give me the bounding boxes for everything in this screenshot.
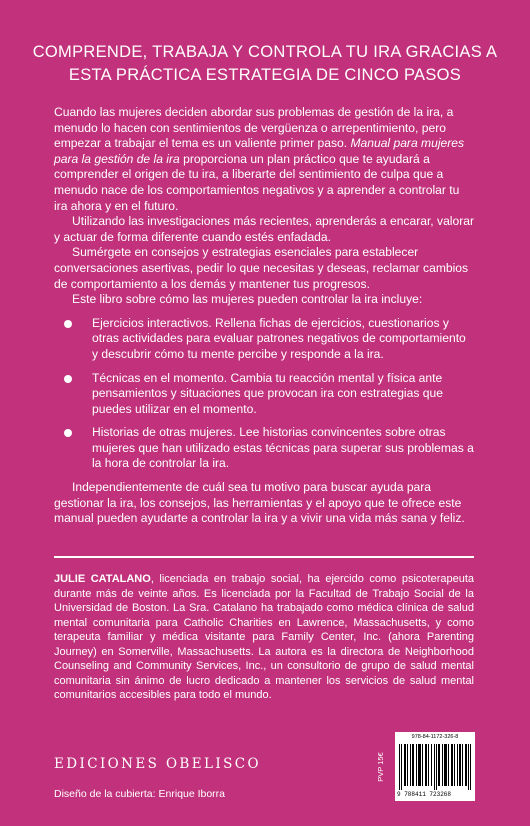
features-list — [54, 316, 474, 472]
publisher-logo: EDICIONES OBELISCO — [54, 756, 261, 772]
author-bio-text: , licenciada en trabajo social, ha ejercido como psicoterapeuta durante más de veinte años. Es licenciada por la Facultad de Trabajo Social de la Universidad de Boston. La Sra. Catalano ha trabajado como médica clínica de salud mental comunitaria para Catholic Charities en Lawrence, Massachusetts, y como terapeuta familiar y médica visitante para Family Center, Inc. (ahora Parenting Journey) en Somerville, Massachusetts. La autora es la directora de Neighborhood Counseling and Community Services, Inc., un consultorio de grupo de salud mental comunitaria sin ánimo de lucro dedicado a mantener los servicios de salud mental comunitarios accesibles para todo el mundo. — [54, 573, 475, 701]
barcode-bars — [399, 744, 471, 790]
author-name: JULIE CATALANO — [54, 573, 151, 585]
description — [54, 105, 474, 527]
barcode-digits: 9 788411 723268 — [397, 791, 452, 798]
list-item — [64, 425, 474, 472]
intro-paragraph — [54, 105, 474, 214]
list-item-text: Técnicas en el momento. Cambia tu reacción mental y física ante pensamientos y situaciones que provocan ira con estrategias que puedes utilizar en el momento. — [92, 370, 443, 416]
bullet-icon — [64, 375, 72, 383]
list-item — [64, 371, 474, 418]
book-title: Manual para mujeres para la gestión de la ira — [54, 136, 465, 166]
intro-text-2: proporciona un plan práctico que te ayudará a comprender el origen de tu ira, a liberarte del sentimiento de culpa que a menudo nace de los comportamientos negativos y a aprender a controlar tu ira ahora y en el futuro. — [54, 151, 460, 213]
intro-text-1: Cuando las mujeres deciden abordar sus problemas de gestión de la ira, a menudo lo hacen con sentimientos de vergüenza o arrepentimiento, pero empezar a trabajar el tema es un valiente primer paso. — [54, 105, 454, 151]
research-paragraph: Utilizando las investigaciones más recientes, aprenderás a encarar, valorar y actuar de forma diferente cuando estés enfadada. — [54, 214, 474, 244]
cover-design-credit: Diseño de la cubierta: Enrique Iborra — [54, 788, 226, 800]
isbn-text: 978-84-1172-326-8 — [411, 734, 459, 740]
divider — [54, 556, 474, 558]
bullet-icon — [64, 320, 72, 328]
list-intro: Este libro sobre cómo las mujeres pueden controlar la ira incluye: — [72, 292, 423, 307]
author-bio — [54, 572, 474, 703]
price-label: PVP 15€ — [376, 752, 385, 782]
list-item-text: Ejercicios interactivos. Rellena fichas de ejercicios, cuestionarios y otras actividades para evaluar patrones negativos de comportamiento y descubrir cómo tu mente percibe y responde a la ira. — [92, 315, 466, 361]
barcode — [395, 732, 475, 801]
headline-line-2: ESTA PRÁCTICA ESTRATEGIA DE CINCO PASOS — [68, 66, 462, 84]
headline-line-1: COMPRENDE, TRABAJA Y CONTROLA TU IRA GRACIAS A — [32, 43, 498, 61]
bullet-icon — [64, 429, 72, 437]
list-item-text: Historias de otras mujeres. Lee historias convincentes sobre otras mujeres que han utilizado estas técnicas para superar sus problemas a la hora de controlar la ira. — [92, 425, 474, 471]
headline — [30, 41, 500, 87]
strategies-paragraph: Sumérgete en consejos y estrategias esenciales para establecer conversaciones asertivas, pedir lo que necesitas y deseas, reclamar cambios de comportamiento a los demás y mantener tus progresos. — [54, 245, 469, 291]
list-item — [64, 316, 474, 363]
closing-paragraph: Independientemente de cuál sea tu motivo para buscar ayuda para gestionar la ira, los consejos, las herramientas y el apoyo que te ofrece este manual pueden ayudarte a controlar la ira y a vivir una vida más sana y feliz. — [54, 480, 465, 526]
